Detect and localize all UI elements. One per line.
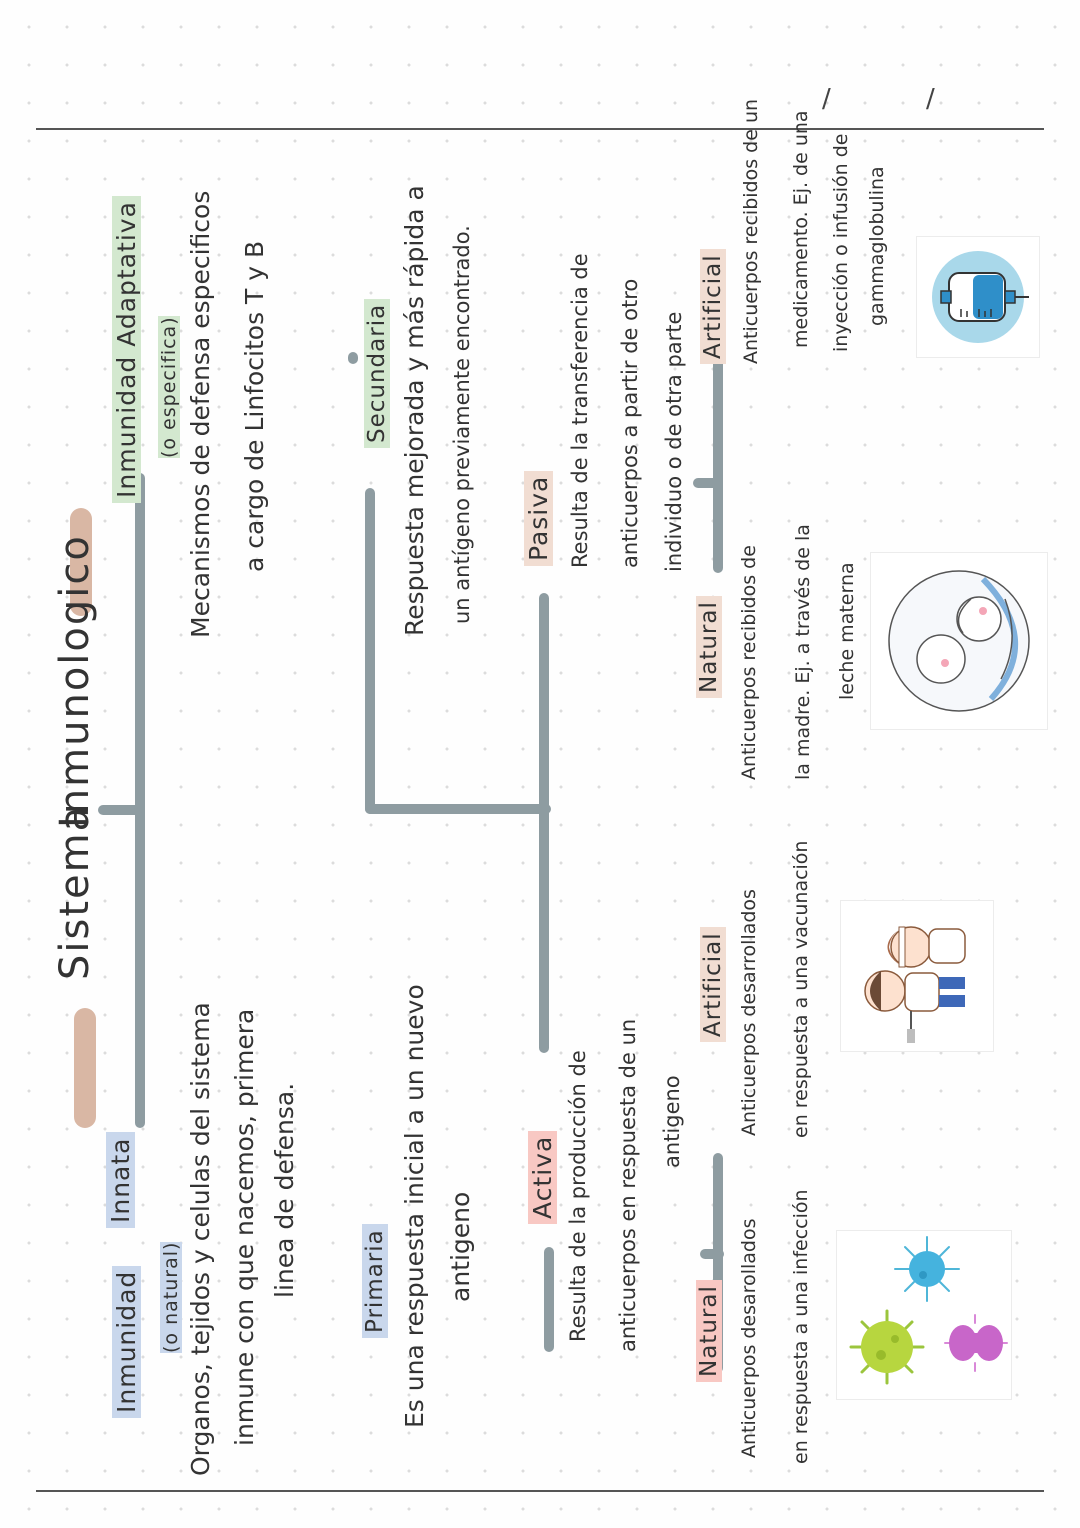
secundaria-heading: Secundaria [364,299,390,448]
innata-description: linea de defensa. [270,1082,299,1298]
activa-description: antigeno [660,1075,684,1168]
adaptativa-subtitle: (o especifica) [158,316,180,458]
vaccination-illustration [840,900,994,1052]
activa-artificial-heading: Artificial [700,927,726,1042]
mother-baby-illustration [870,552,1048,730]
virus-icons [837,1231,1011,1399]
title-pill [74,1008,96,1128]
activa-artificial-description: Anticuerpos desarrollados [738,889,760,1136]
pasiva-artificial-description: inyección o infusión de [830,133,852,352]
pasiva-heading: Pasiva [524,471,553,566]
activa-natural-description: Anticuerpos desarollados [738,1218,760,1458]
adaptativa-description: a cargo de Linfocitos T y B [240,240,269,572]
map-title-inmunologico: Inmunologico [52,534,98,828]
map-title-sistema: Sistema [52,804,98,980]
iv-bag-icon [917,237,1039,357]
virus-illustration [836,1230,1012,1400]
pasiva-description: individuo o de otra parte [662,311,686,572]
innata-branch-connector [544,1247,554,1352]
adaptativa-description: Mecanismos de defensa especificos [186,190,215,638]
pasiva-artificial-heading: Artificial [700,249,726,364]
primaria-description: Es una respuesta inicial a un nuevo [400,984,429,1428]
pasiva-natural-description: Anticuerpos recibidos de [738,545,760,780]
adaptativa-heading: Inmunidad Adaptativa [112,196,141,503]
date-slash: / [822,84,831,114]
innata-description: Organos, tejidos y celulas del sistema [186,1002,215,1476]
pasiva-artificial-description: medicamento. Ej. de una [790,110,812,348]
pasiva-natural-heading: Natural [696,596,722,698]
pasiva-description: Resulta de la transferencia de [568,253,592,568]
vaccination-illustration [841,901,993,1051]
primaria-heading: Primaria [362,1224,388,1338]
secundaria-connector [365,488,375,814]
pasiva-description: anticuerpos a partir de otro [618,278,642,568]
main-horizontal-connector [135,473,145,1128]
activa-description: Resulta de la producción de [566,1050,590,1342]
activa-natural-description: en respuesta a una infección [790,1189,812,1464]
innata-heading-part1: Inmunidad [112,1266,141,1418]
innata-heading-part2: Innata [106,1132,135,1228]
pasiva-subtype-stem [693,478,721,488]
secundaria-description: un antígeno previamente encontrado. [450,225,474,624]
pasiva-subtype-connector [713,353,723,573]
title-connector [98,805,142,815]
adaptativa-vertical-connector [365,804,551,814]
pasiva-artificial-description: gammaglobulina [866,166,888,326]
date-slash: / [926,84,935,114]
primaria-description: antigeno [446,1191,475,1302]
activa-natural-heading: Natural [696,1280,722,1382]
activa-heading: Activa [528,1131,557,1224]
secundaria-description: Respuesta mejorada y más rápida a [400,185,429,636]
pasiva-artificial-description: Anticuerpos recibidos de un [740,98,762,364]
innata-subtitle: (o natural) [160,1241,182,1353]
adaptativa-branch-connector [348,352,358,364]
activa-artificial-description: en respuesta a una vacunación [790,840,812,1138]
activa-subtype-stem [700,1249,724,1259]
innata-description: inmune con que nacemos, primera [230,1008,259,1446]
pasiva-natural-description: la madre. Ej. a través de la [792,524,814,780]
activa-description: anticuerpos en respuesta de un [616,1018,640,1352]
activa-pasiva-connector [539,593,549,1053]
iv-bag-illustration [916,236,1040,358]
mother-baby-illustration [871,553,1047,729]
pasiva-natural-description: leche materna [836,562,858,700]
